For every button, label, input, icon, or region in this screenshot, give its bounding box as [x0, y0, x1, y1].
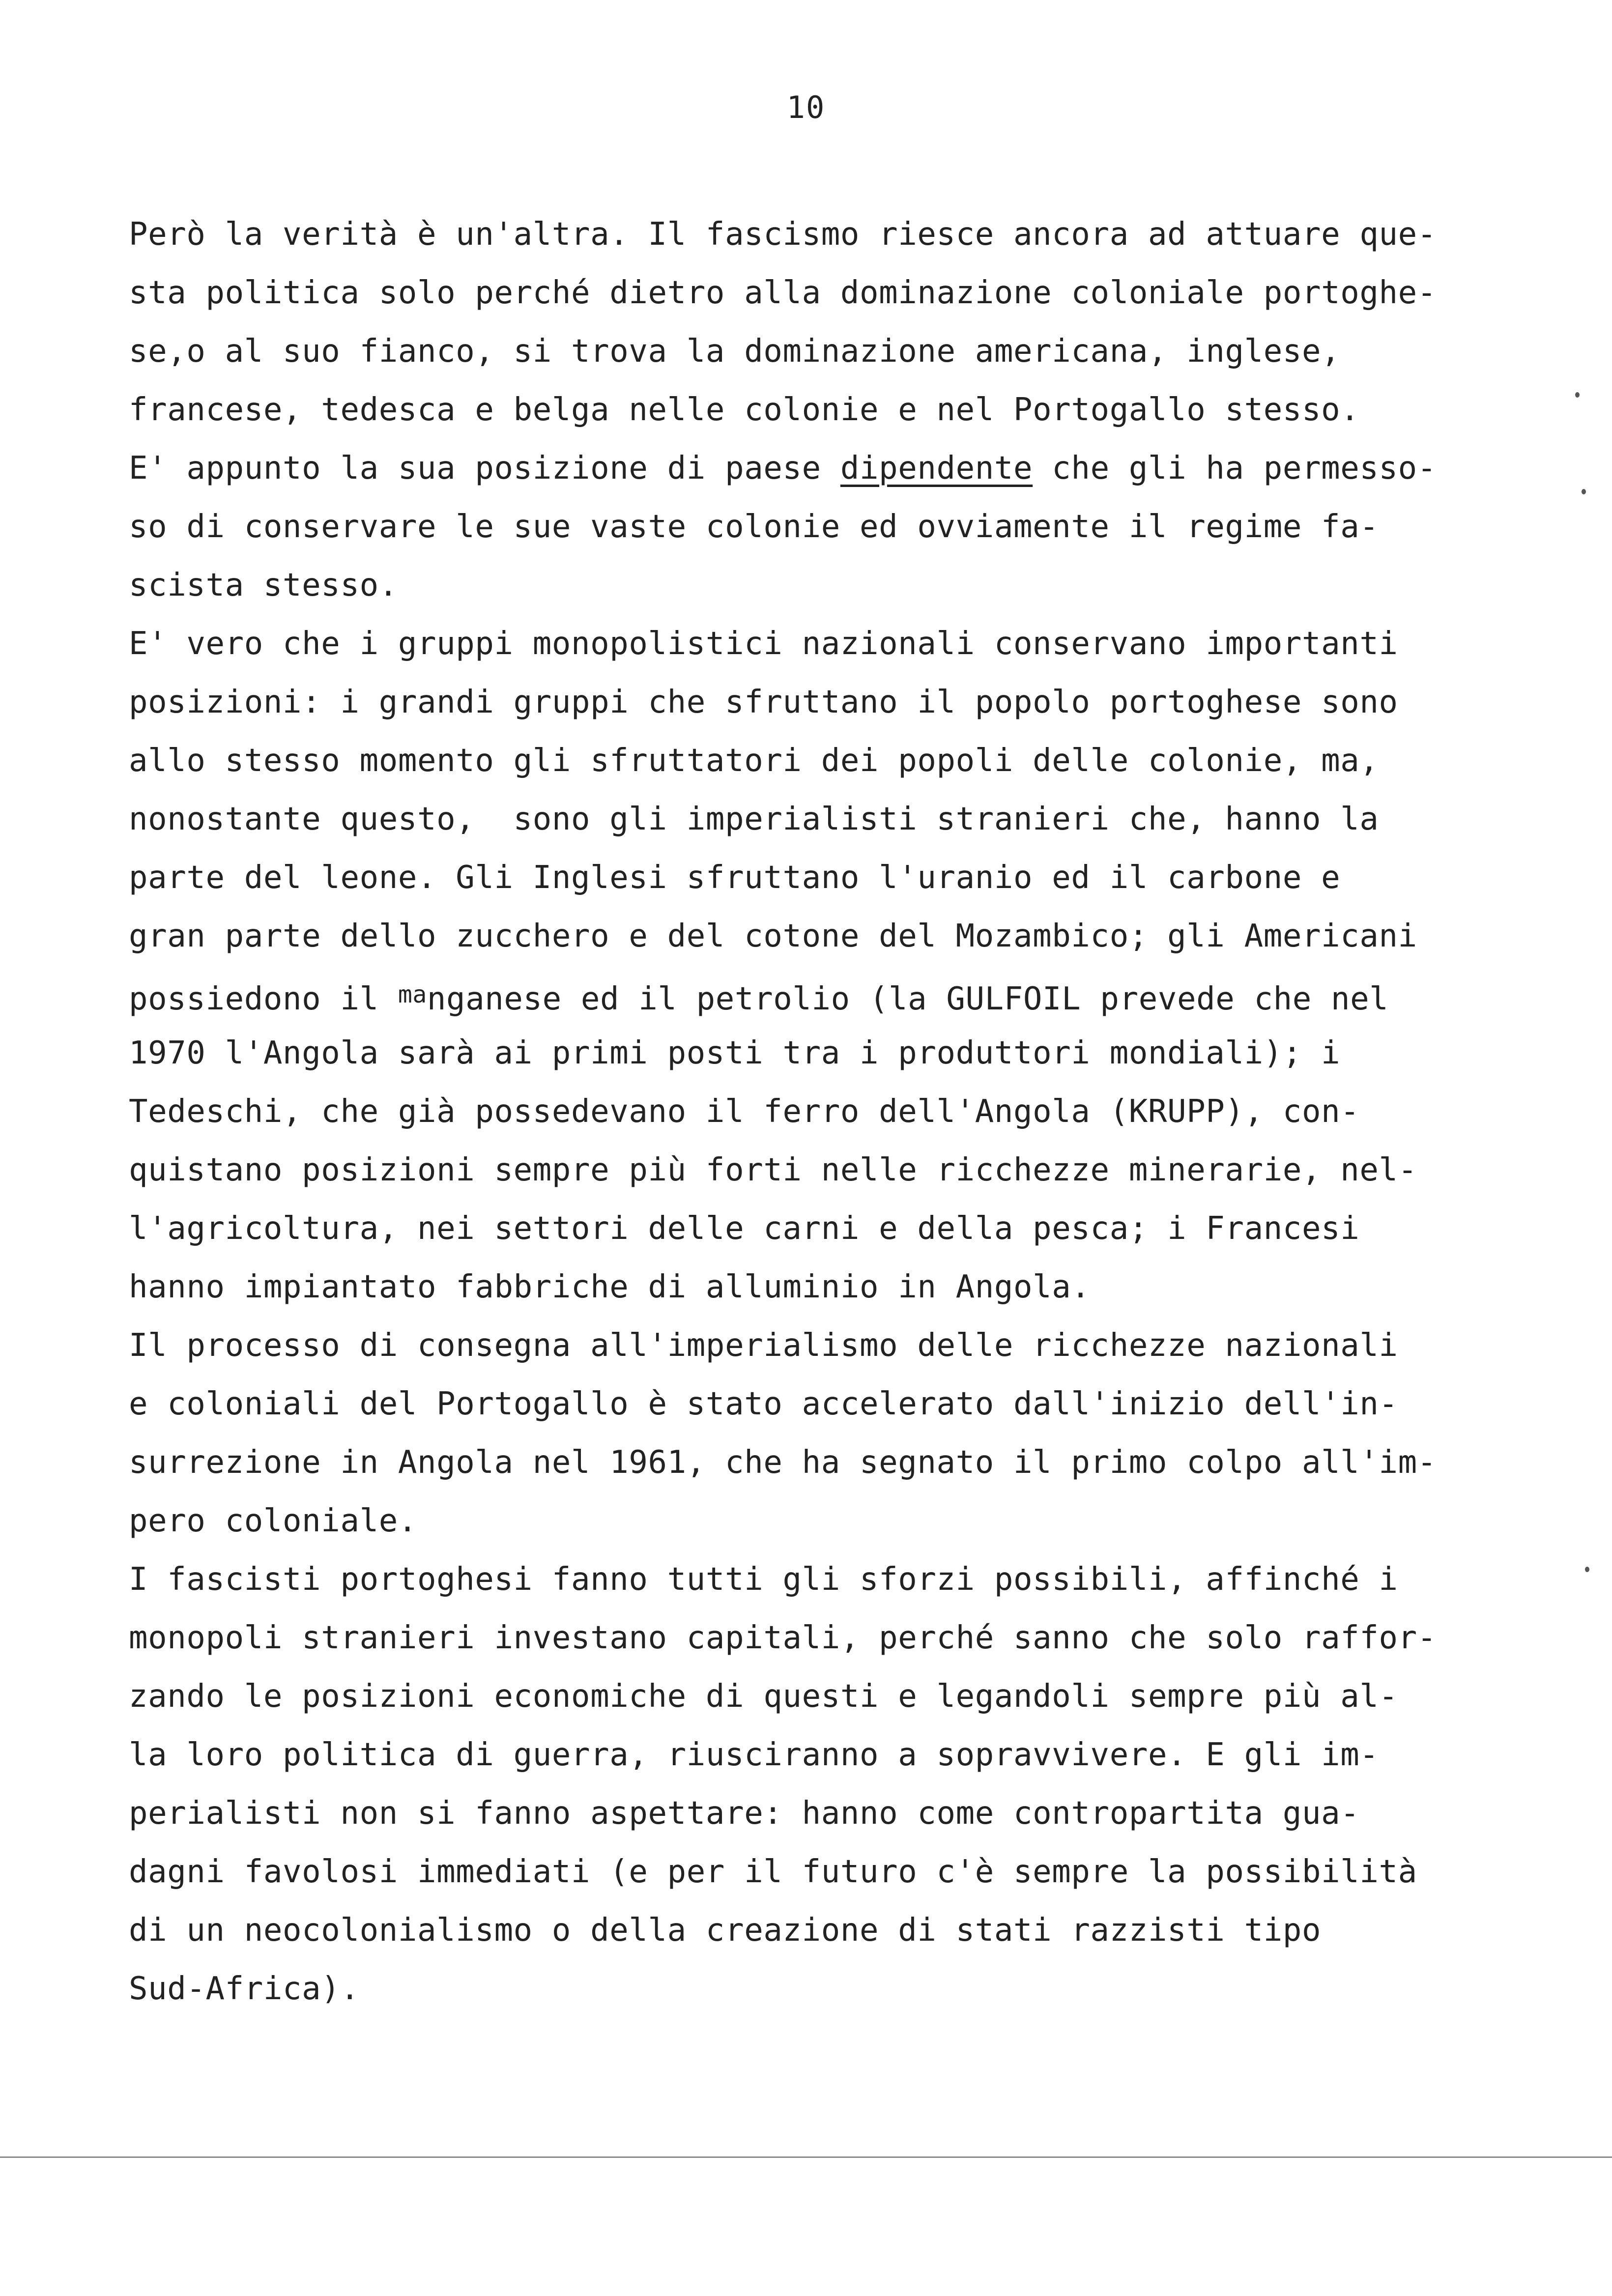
text-segment: dagni favolosi immediati (e per il futuro c'è sempre la possibilità: [129, 1854, 1417, 1890]
text-segment: allo stesso momento gli sfruttatori dei popoli delle colonie, ma,: [129, 743, 1379, 779]
text-segment: nonostante questo, sono gli imperialisti stranieri che, hanno la: [129, 801, 1379, 837]
text-line: [129, 673, 1515, 732]
text-line: [129, 1375, 1515, 1434]
text-line: [129, 1317, 1515, 1375]
text-segment: sta politica solo perché dietro alla dominazione coloniale portoghe-: [129, 275, 1437, 311]
text-line: [129, 790, 1515, 849]
page-number: 10: [786, 89, 826, 125]
text-line: [129, 381, 1515, 439]
text-segment: francese, tedesca e belga nelle colonie e nel Portogallo stesso.: [129, 392, 1360, 428]
margin-speck: [1575, 392, 1580, 398]
text-line: [129, 1141, 1515, 1200]
text-line: [129, 1726, 1515, 1784]
text-line: [129, 1258, 1515, 1317]
text-line: [129, 1434, 1515, 1492]
text-line: [129, 1843, 1515, 1901]
text-segment: I fascisti portoghesi fanno tutti gli sforzi possibili, affinché i: [129, 1561, 1398, 1598]
text-segment: di un neocolonialismo o della creazione di stati razzisti tipo: [129, 1912, 1322, 1949]
text-segment: quistano posizioni sempre più forti nelle ricchezze minerarie, nel-: [129, 1152, 1417, 1188]
body-text: [129, 205, 1515, 2018]
superscript-text: ma: [398, 981, 427, 1008]
text-line: [129, 322, 1515, 381]
text-segment: posizioni: i grandi gruppi che sfruttano il popolo portoghese sono: [129, 684, 1398, 720]
text-segment: nganese ed il petrolio (la GULFOIL prevede che nel: [427, 981, 1389, 1017]
text-line: [129, 205, 1515, 264]
text-segment: Però la verità è un'altra. Il fascismo riesce ancora ad attuare que-: [129, 216, 1437, 253]
text-line: [129, 1083, 1515, 1141]
text-line: [129, 1784, 1515, 1843]
text-line: [129, 732, 1515, 790]
text-segment: la loro politica di guerra, riusciranno a sopravvivere. E gli im-: [129, 1737, 1379, 1773]
text-segment: e coloniali del Portogallo è stato accelerato dall'inizio dell'in-: [129, 1386, 1398, 1422]
text-segment: E' appunto la sua posizione di paese: [129, 450, 840, 487]
text-line: [129, 615, 1515, 673]
text-segment: scista stesso.: [129, 567, 398, 603]
text-segment: E' vero che i gruppi monopolistici nazionali conservano importanti: [129, 626, 1398, 662]
text-segment: parte del leone. Gli Inglesi sfruttano l'uranio ed il carbone e: [129, 860, 1341, 896]
text-segment: che gli ha permesso-: [1033, 450, 1437, 487]
text-line: [129, 1960, 1515, 2018]
text-segment: l'agricoltura, nei settori delle carni e della pesca; i Francesi: [129, 1210, 1360, 1247]
text-line: [129, 966, 1515, 1024]
text-segment: hanno impiantato fabbriche di alluminio in Angola.: [129, 1269, 1091, 1305]
text-segment: possiedono il: [129, 981, 398, 1017]
text-line: [129, 1024, 1515, 1083]
text-line: [129, 1667, 1515, 1726]
text-segment: Sud-Africa).: [129, 1971, 360, 2007]
text-line: [129, 849, 1515, 907]
text-segment: se,o al suo fianco, si trova la dominazione americana, inglese,: [129, 333, 1341, 370]
text-segment: pero coloniale.: [129, 1503, 417, 1539]
text-line: [129, 1492, 1515, 1550]
margin-speck: [1585, 1567, 1589, 1572]
text-line: [129, 264, 1515, 322]
text-line: [129, 1901, 1515, 1960]
underlined-word: dipendente: [840, 450, 1033, 487]
text-segment: perialisti non si fanno aspettare: hanno come contropartita gua-: [129, 1795, 1360, 1832]
margin-speck: [1582, 489, 1586, 494]
text-segment: Il processo di consegna all'imperialismo delle ricchezze nazionali: [129, 1327, 1398, 1364]
text-line: [129, 556, 1515, 615]
text-line: [129, 1609, 1515, 1667]
text-segment: surrezione in Angola nel 1961, che ha segnato il primo colpo all'im-: [129, 1444, 1437, 1481]
text-segment: gran parte dello zucchero e del cotone del Mozambico; gli Americani: [129, 918, 1417, 954]
text-line: [129, 498, 1515, 556]
text-segment: 1970 l'Angola sarà ai primi posti tra i produttori mondiali); i: [129, 1035, 1341, 1071]
text-line: [129, 439, 1515, 498]
text-line: [129, 1200, 1515, 1258]
text-line: [129, 907, 1515, 966]
text-segment: so di conservare le sue vaste colonie ed ovviamente il regime fa-: [129, 509, 1379, 545]
text-segment: monopoli stranieri investano capitali, perché sanno che solo raffor-: [129, 1620, 1437, 1656]
text-line: [129, 1550, 1515, 1609]
bottom-rule: [0, 2156, 1612, 2158]
text-segment: Tedeschi, che già possedevano il ferro dell'Angola (KRUPP), con-: [129, 1093, 1360, 1130]
text-segment: zando le posizioni economiche di questi e legandoli sempre più al-: [129, 1678, 1398, 1715]
